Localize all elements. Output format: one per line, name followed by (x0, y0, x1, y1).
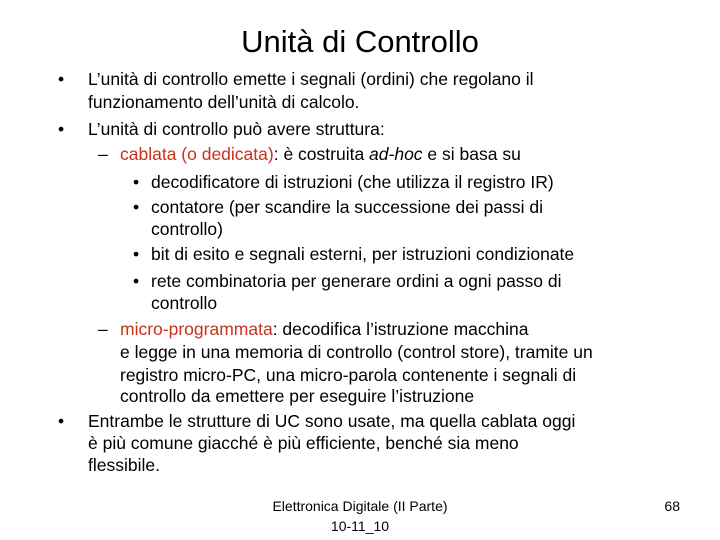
micro-line-3: registro micro-PC, una micro-parola contenente i segnali di (120, 365, 577, 385)
cablata-item-4-line-2: controllo (151, 293, 218, 313)
bullet-marker: • (58, 411, 65, 431)
sub-item-microprogrammata (120, 318, 529, 342)
cablata-item-3: bit di esito e segnali esterni, per istruzioni condizionate (151, 244, 575, 264)
bullet-marker: • (133, 271, 140, 291)
cablata-item-4-line-1: rete combinatoria per generare ordini a ogni passo di (151, 271, 562, 291)
term-microprogrammata: micro-programmata (120, 319, 273, 339)
footer (240, 496, 480, 536)
cablata-text-a: : è costruita (273, 144, 370, 164)
micro-text-a: : decodifica l’istruzione macchina (272, 319, 529, 339)
bullet-2-line-1: L’unità di controllo può avere struttura: (88, 119, 385, 139)
dash-marker: – (98, 319, 108, 339)
page-number: 68 (664, 498, 680, 514)
bullet-marker: • (58, 69, 65, 89)
cablata-item-1: decodificatore di istruzioni (che utilizza il registro IR) (151, 172, 554, 192)
cablata-item-2-line-2: controllo) (151, 219, 223, 239)
term-cablata: cablata (o dedicata) (120, 144, 274, 164)
cablata-text-b: e si basa su (422, 144, 521, 164)
bullet-1-line-2: funzionamento dell’unità di calcolo. (88, 92, 360, 112)
bullet-marker: • (133, 172, 140, 192)
bullet-3-line-2: è più comune giacché è più efficiente, benché sia meno (88, 433, 519, 453)
bullet-3-line-3: flessibile. (88, 455, 160, 475)
micro-line-2: e legge in una memoria di controllo (control store), tramite un (120, 342, 593, 362)
bullet-3-line-1: Entrambe le strutture di UC sono usate, ma quella cablata oggi (88, 411, 576, 431)
bullet-marker: • (133, 197, 140, 217)
bullet-1-line-1: L’unità di controllo emette i segnali (ordini) che regolano il (88, 69, 534, 89)
cablata-text-italic: ad-hoc (369, 144, 423, 164)
footer-course: Elettronica Digitale (II Parte) (272, 498, 448, 514)
bullet-marker: • (133, 244, 140, 264)
slide-title: Unità di Controllo (241, 24, 479, 59)
micro-line-4: controllo da emettere per eseguire l’istruzione (120, 386, 475, 406)
cablata-item-2-line-1: contatore (per scandire la successione dei passi di (151, 197, 544, 217)
bullet-marker: • (58, 119, 65, 139)
sub-item-cablata (120, 143, 521, 167)
footer-code: 10-11_10 (330, 518, 390, 534)
dash-marker: – (98, 144, 108, 164)
